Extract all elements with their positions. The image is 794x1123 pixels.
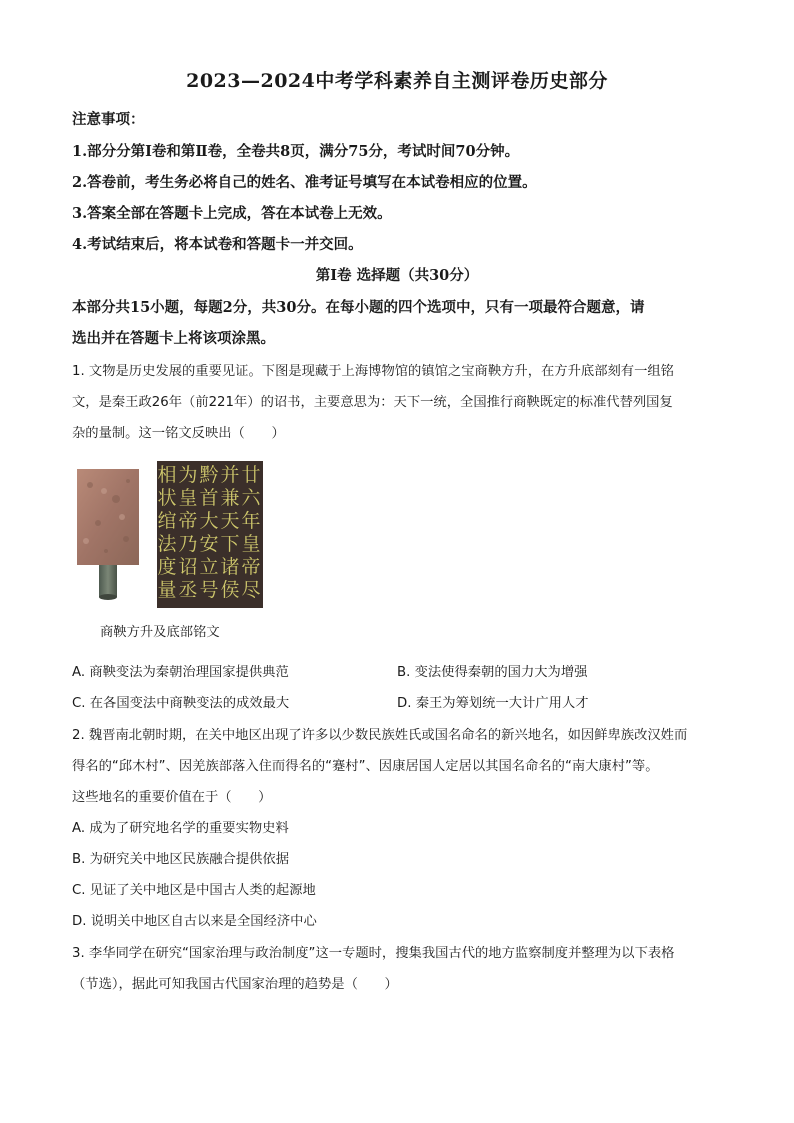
question-stem: 文，是秦王政26年（前221年）的诏书，主要意思为：天下一统，全国推行商鞅既定的标准代替列国复 (72, 395, 673, 410)
option-c: C. 见证了关中地区是中国古人类的起源地 (72, 883, 316, 898)
inscription-glyph: 为 (178, 464, 198, 486)
inscription-glyph: 六 (241, 487, 261, 509)
inscription-glyph: 廿 (241, 464, 261, 486)
inscription-glyph: 绾 (157, 510, 177, 532)
section-instructions: 选出并在答题卡上将该项涂黑。 (72, 330, 275, 347)
notice-item: 3.答案全部在答题卡上完成，答在本试卷上无效。 (72, 205, 392, 222)
inscription-glyph: 号 (199, 579, 219, 601)
question-stem: 这些地名的重要价值在于（ ） (72, 790, 272, 805)
inscription-glyph: 侯 (220, 579, 240, 601)
option-d: D. 说明关中地区自古以来是全国经济中心 (72, 914, 317, 929)
option-b: B. 为研究关中地区民族融合提供依据 (72, 852, 290, 867)
section-heading: 第Ⅰ卷 选择题（共30分） (315, 267, 479, 284)
inscription-glyph: 法 (157, 533, 177, 555)
inscription-glyph: 量 (157, 579, 177, 601)
inscription-glyph: 乃 (178, 533, 198, 555)
option-a: A. 商鞅变法为秦朝治理国家提供典范 (72, 665, 289, 680)
option-b: B. 变法使得秦朝的国力大为增强 (397, 665, 588, 680)
inscription-glyph: 诸 (220, 556, 240, 578)
inscription-glyph: 兼 (220, 487, 240, 509)
question-stem: 2. 魏晋南北朝时期，在关中地区出现了许多以少数民族姓氏或国名命名的新兴地名，如因鲜卑族改汉姓而 (72, 728, 688, 743)
notice-item: 2.答卷前，考生务必将自己的姓名、准考证号填写在本试卷相应的位置。 (72, 174, 537, 191)
question-stem: （节选），据此可知我国古代国家治理的趋势是（ ） (72, 977, 398, 992)
inscription-glyph: 下 (220, 533, 240, 555)
notice-heading: 注意事项： (72, 111, 145, 128)
inscription-glyph: 尽 (241, 579, 261, 601)
notice-item: 4.考试结束后，将本试卷和答题卡一并交回。 (72, 236, 363, 253)
question-stem: 得名的“邱木村”、因羌族部落入住而得名的“蹇村”、因康居国人定居以其国名命名的“南大康村”等。 (72, 759, 659, 774)
inscription-glyph: 丞 (178, 579, 198, 601)
inscription-image (157, 461, 263, 608)
inscription-glyph: 大 (199, 510, 219, 532)
exam-title: 2023—2024中考学科素养自主测评卷历史部分 (186, 70, 608, 92)
shang-yang-measure-photo (76, 461, 266, 615)
notice-item: 1.部分分第Ⅰ卷和第Ⅱ卷，全卷共8页，满分75分，考试时间70分钟。 (72, 143, 520, 160)
question-stem: 杂的量制。这一铭文反映出（ ） (72, 426, 285, 441)
option-a: A. 成为了研究地名学的重要实物史料 (72, 821, 289, 836)
inscription-glyph: 皇 (178, 487, 198, 509)
section-instructions: 本部分共15小题，每题2分，共30分。在每小题的四个选项中，只有一项最符合题意，请 (72, 299, 645, 316)
inscription-glyph: 诏 (178, 556, 198, 578)
option-d: D. 秦王为筹划统一大计广用人才 (397, 696, 589, 711)
inscription-glyph: 帝 (241, 556, 261, 578)
inscription-glyph: 立 (199, 556, 219, 578)
inscription-glyph: 黔 (199, 464, 219, 486)
question-stem: 1. 文物是历史发展的重要见证。下图是现藏于上海博物馆的镇馆之宝商鞅方升，在方升底部刻有一组铭 (72, 364, 674, 379)
inscription-glyph: 安 (199, 533, 219, 555)
inscription-glyph: 天 (220, 510, 240, 532)
figure-caption: 商鞅方升及底部铭文 (100, 625, 220, 640)
inscription-glyph: 相 (157, 464, 177, 486)
inscription-glyph: 度 (157, 556, 177, 578)
inscription-glyph: 状 (157, 487, 177, 509)
inscription-glyph: 皇 (241, 533, 261, 555)
inscription-glyph: 年 (241, 510, 261, 532)
option-c: C. 在各国变法中商鞅变法的成效最大 (72, 696, 290, 711)
question-stem: 3. 李华同学在研究“国家治理与政治制度”这一专题时，搜集我国古代的地方监察制度并整理为以下表格 (72, 946, 675, 961)
inscription-glyph: 帝 (178, 510, 198, 532)
inscription-glyph: 首 (199, 487, 219, 509)
inscription-glyph: 并 (220, 464, 240, 486)
